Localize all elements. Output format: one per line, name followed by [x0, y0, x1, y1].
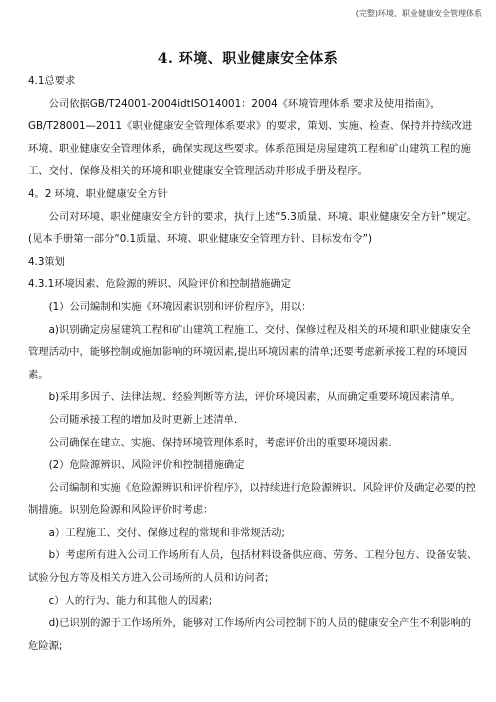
paragraph-4-1: 公司依据GB/T24001-2004idtISO14001：2004《环境管理体系 要求及使用指南》，GB/T28001—2011《职业健康安全管理体系要求》的要求，策划、实施、检查、保持并持续改进环境、职业健康安全管理体系，确保实现这些要求。体系范围是房屋建筑工程和矿山建筑工程的施工、交付、保修及相关的环境和职业健康安全管理活动并形成手册及程序。 [28, 97, 473, 178]
paragraph-4-3-1-b: b)采用多因子、法律法规、经验判断等方法，评价环境因素，从而确定重要环境因素清单。 [48, 391, 461, 404]
paragraph-4-3-1-a: a)识别确定房屋建筑工程和矿山建筑工程施工、交付、保修过程及相关的环境和职业健康安全管理活动中，能够控制或施加影响的环境因素,提出环境因素的清单;还要考虑新承接工程的环境因素。 [28, 323, 471, 381]
paragraph-4-3-1-hazard-a: a）工程施工、交付、保修过程的常规和非常规活动; [48, 526, 285, 539]
running-header: (完整)环境、职业健康安全管理体系 [355, 9, 482, 18]
paragraph-4-3-1-d: 公司确保在建立、实施、保持环境管理体系时，考虑评价出的重要环境因素. [48, 436, 392, 449]
section-heading-4-1: 4.1总要求 [28, 75, 76, 87]
section-heading-4-2: 4。2 环境、职业健康安全方针 [28, 187, 168, 200]
paragraph-4-3-1-c: 公司随承接工程的增加及时更新上述清单. [48, 413, 238, 426]
paragraph-4-3-1-hazard-b: b）考虑所有进入公司工作场所有人员，包括材料设备供应商、劳务、工程分包方、设备安装、试验分包方等及相关方进入公司场所的人员和访问者; [28, 549, 478, 585]
section-heading-4-3-1: 4.3.1环境因素、危险源的辨识、风险评价和控制措施确定 [28, 278, 292, 291]
paragraph-4-3-1-hazard-heading: (2）危险源辨识、风险评价和控制措施确定 [48, 459, 245, 472]
paragraph-4-2: 公司对环境、职业健康安全方针的要求，执行上述“5.3质量、环境、职业健康安全方针”规定。(见本手册第一部分“0.1质量、环境、职业健康安全管理方针、目标发布令”) [28, 210, 478, 246]
section-heading-4-3: 4.3策划 [28, 255, 65, 268]
paragraph-4-3-1-hazard-c: c）人的行为、能力和其他人的因素; [48, 594, 213, 607]
page-title: 4. 环境、职业健康安全体系 [157, 51, 339, 67]
document-body [28, 70, 480, 657]
paragraph-4-3-1-intro: (1）公司编制和实施《环境因素识别和评价程序》，用以： [48, 300, 312, 313]
paragraph-4-3-1-hazard-body: 公司编制和实施《危险源辨识和评价程序》，以持续进行危险源辨识、风险评价及确定必要的控制措施。识别危险源和风险评价时考虑： [28, 481, 476, 517]
paragraph-4-3-1-hazard-d: d)已识别的源于工作场所外，能够对工作场所内公司控制下的人员的健康安全产生不利影响的危险源; [28, 617, 472, 652]
